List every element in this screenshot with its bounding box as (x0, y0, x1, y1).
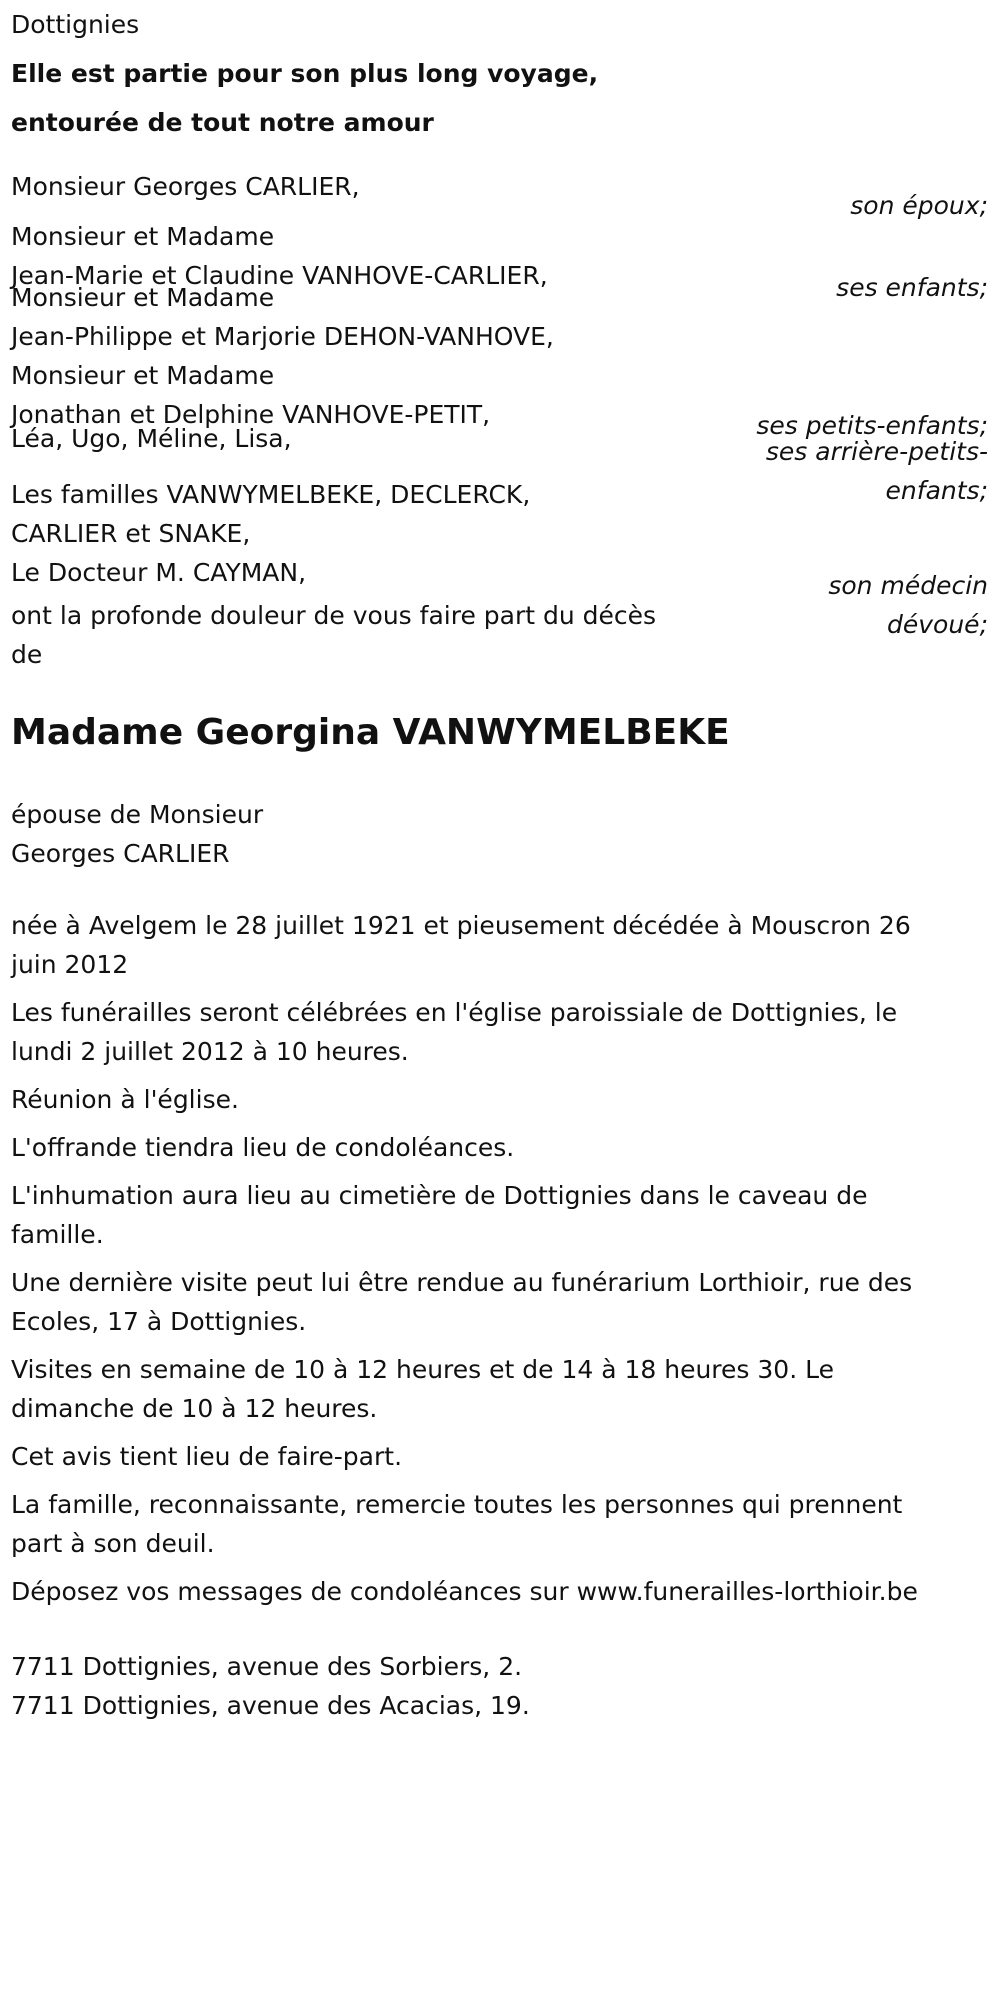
announcement-line: ont la profonde douleur de vous faire part du décès (11, 601, 657, 630)
family-line: Monsieur et Madame (11, 361, 275, 390)
detail-line: Cet avis tient lieu de faire-part. (11, 1442, 403, 1471)
relation-label: ses arrière-petits- (765, 437, 988, 466)
detail-line: Ecoles, 17 à Dottignies. (11, 1307, 307, 1336)
detail-paragraph (11, 1128, 971, 1167)
relation-label: son médecin (828, 571, 988, 600)
relation-label: ses enfants; (836, 273, 988, 302)
detail-paragraph (11, 1176, 971, 1254)
detail-line: famille. (11, 1220, 104, 1249)
addresses (11, 1647, 988, 1725)
family-line: Monsieur et Madame (11, 222, 275, 251)
detail-line: Les funérailles seront célébrées en l'église paroissiale de Dottignies, le (11, 998, 898, 1027)
relation-label: dévoué; (887, 610, 988, 639)
relation-label: ses petits-enfants; (756, 411, 988, 440)
detail-paragraph (11, 1350, 971, 1428)
location: Dottignies (11, 10, 140, 39)
family-line: Monsieur Georges CARLIER, (11, 172, 360, 201)
detail-paragraph (11, 993, 971, 1071)
detail-line: juin 2012 (11, 950, 129, 979)
obituary-document (0, 5, 1000, 1991)
motto (11, 54, 988, 142)
relation-label: enfants; (885, 476, 988, 505)
detail-paragraph (11, 906, 971, 984)
deceased-name: Madame Georgina VANWYMELBEKE (11, 712, 730, 753)
family-line: Jean-Marie et Claudine VANHOVE-CARLIER, (11, 261, 548, 290)
announcement-line: de (11, 640, 43, 669)
detail-line: Déposez vos messages de condoléances sur www.funerailles-lorthioir.be (11, 1577, 918, 1606)
detail-paragraph (11, 1437, 971, 1476)
detail-paragraph (11, 1080, 971, 1119)
detail-line: lundi 2 juillet 2012 à 10 heures. (11, 1037, 409, 1066)
detail-line: dimanche de 10 à 12 heures. (11, 1394, 378, 1423)
family-line: Jean-Philippe et Marjorie DEHON-VANHOVE, (11, 322, 554, 351)
detail-line: L'offrande tiendra lieu de condoléances. (11, 1133, 515, 1162)
details (11, 906, 988, 1611)
spouse-line: épouse de Monsieur (11, 800, 264, 829)
relation-label: son époux; (850, 191, 988, 220)
spouse-line: Georges CARLIER (11, 839, 230, 868)
detail-paragraph (11, 1485, 971, 1563)
family-line: CARLIER et SNAKE, (11, 519, 251, 548)
detail-line: La famille, reconnaissante, remercie toutes les personnes qui prennent (11, 1490, 903, 1519)
detail-line: L'inhumation aura lieu au cimetière de Dottignies dans le caveau de (11, 1181, 868, 1210)
family-line: Jonathan et Delphine VANHOVE-PETIT, (11, 400, 491, 429)
detail-line: Une dernière visite peut lui être rendue au funérarium Lorthioir, rue des (11, 1268, 913, 1297)
detail-line: part à son deuil. (11, 1529, 215, 1558)
address-line: 7711 Dottignies, avenue des Sorbiers, 2. (11, 1652, 523, 1681)
family-line: Les familles VANWYMELBEKE, DECLERCK, (11, 480, 531, 509)
family-line: Le Docteur M. CAYMAN, (11, 558, 307, 587)
detail-paragraph (11, 1263, 971, 1341)
motto-line: entourée de tout notre amour (11, 108, 434, 137)
detail-line: née à Avelgem le 28 juillet 1921 et pieusement décédée à Mouscron 26 (11, 911, 911, 940)
family-line: Monsieur et Madame (11, 283, 275, 312)
detail-line: Visites en semaine de 10 à 12 heures et de 14 à 18 heures 30. Le (11, 1355, 834, 1384)
spouse-info (11, 795, 988, 873)
detail-paragraph (11, 1572, 971, 1611)
address-line: 7711 Dottignies, avenue des Acacias, 19. (11, 1691, 530, 1720)
family-line: Léa, Ugo, Méline, Lisa, (11, 424, 292, 453)
detail-line: Réunion à l'église. (11, 1085, 239, 1114)
motto-line: Elle est partie pour son plus long voyage, (11, 59, 599, 88)
